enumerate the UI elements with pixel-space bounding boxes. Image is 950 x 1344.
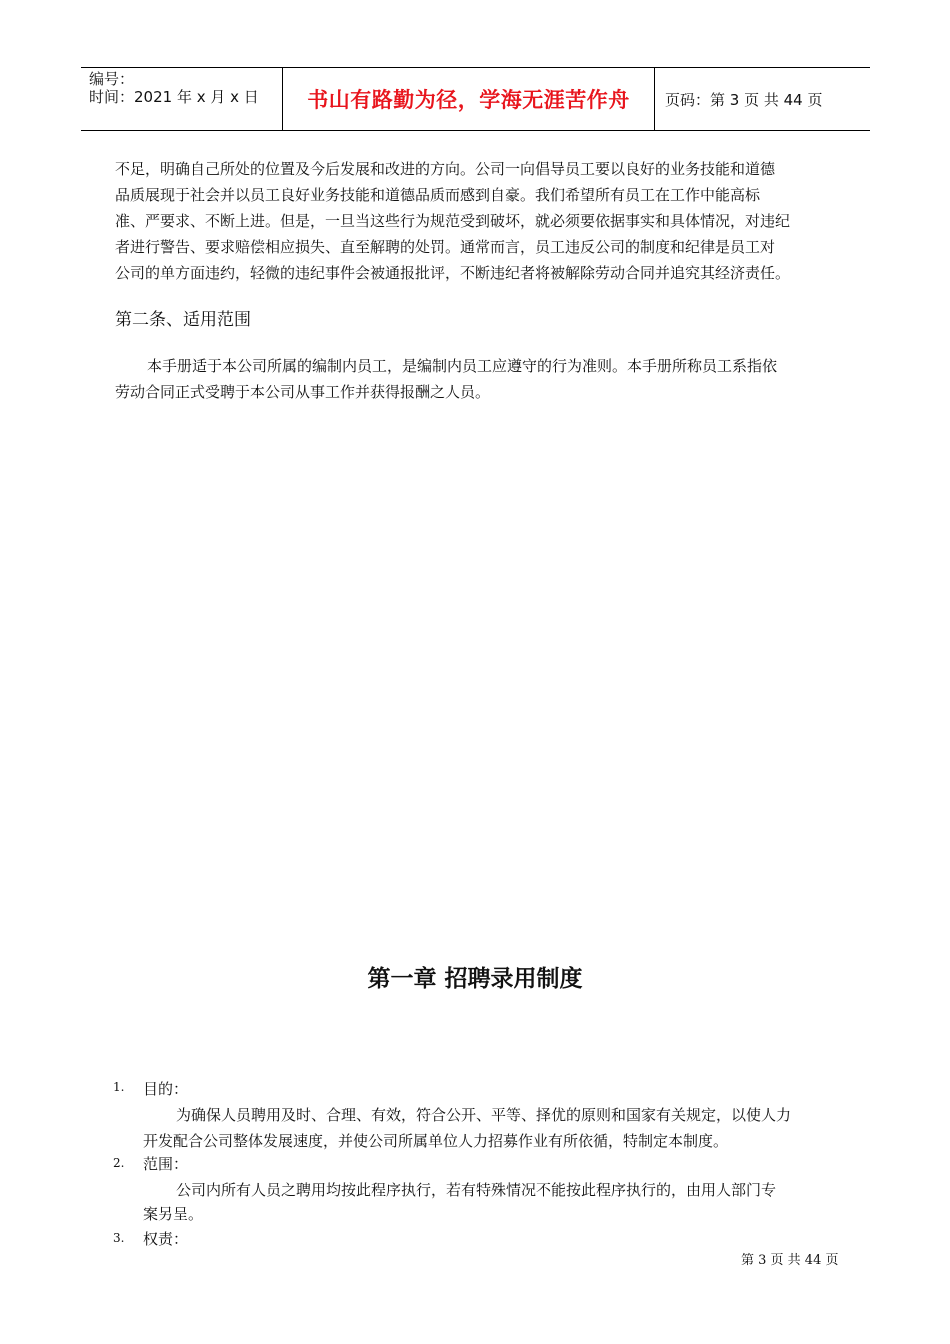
header-meta (81, 68, 282, 130)
item-body-line: 公司内所有人员之聘用均按此程序执行，若有特殊情况不能按此程序执行的，由用人部门专 (176, 1181, 777, 1199)
intro-line: 品质展现于社会并以员工良好业务技能和道德品质而感到自豪。我们希望所有员工在工作中能高标 (115, 186, 761, 204)
chapter-title: 第一章 招聘录用制度 (367, 966, 583, 992)
page-header (81, 67, 870, 131)
header-motto: 书山有路勤为径，学海无涯苦作舟 (307, 88, 630, 112)
header-page-cell (655, 68, 870, 130)
item-label: 目的： (143, 1080, 189, 1098)
intro-line: 准、严要求、不断上进。但是，一旦当这些行为规范受到破坏，就必须要依据事实和具体情况，对违纪 (115, 212, 791, 230)
item-number: 3. (113, 1231, 125, 1245)
document-number: 编号： (89, 70, 135, 88)
item-number: 2. (113, 1156, 125, 1170)
intro-line: 者进行警告、要求赔偿相应损失、直至解聘的处罚。通常而言，员工违反公司的制度和纪律是员工对 (115, 238, 776, 256)
item-body-line: 为确保人员聘用及时、合理、有效，符合公开、平等、择优的原则和国家有关规定，以使人力 (176, 1106, 792, 1124)
intro-line: 不足，明确自己所处的位置及今后发展和改进的方向。公司一向倡导员工要以良好的业务技能和道德 (115, 160, 776, 178)
article-2-line: 本手册适于本公司所属的编制内员工，是编制内员工应遵守的行为准则。本手册所称员工系指依 (147, 357, 778, 375)
article-2-title: 第二条、适用范围 (115, 310, 251, 330)
item-label: 范围： (143, 1155, 189, 1173)
document-date: 时间：2021 年 x 月 x 日 (89, 88, 259, 106)
page-footer: 第 3 页 共 44 页 (741, 1253, 839, 1268)
item-number: 1. (113, 1080, 125, 1094)
item-body-line: 案另呈。 (143, 1205, 204, 1223)
item-body-line: 开发配合公司整体发展速度，并使公司所属单位人力招募作业有所依循，特制定本制度。 (143, 1132, 729, 1150)
header-motto-cell (282, 68, 655, 130)
item-label: 权责： (143, 1230, 189, 1248)
intro-line: 公司的单方面违约，轻微的违纪事件会被通报批评，不断违纪者将被解除劳动合同并追究其经济责任。 (115, 264, 791, 282)
article-2-line: 劳动合同正式受聘于本公司从事工作并获得报酬之人员。 (115, 383, 491, 401)
header-page-number: 页码：第 3 页 共 44 页 (665, 90, 823, 109)
